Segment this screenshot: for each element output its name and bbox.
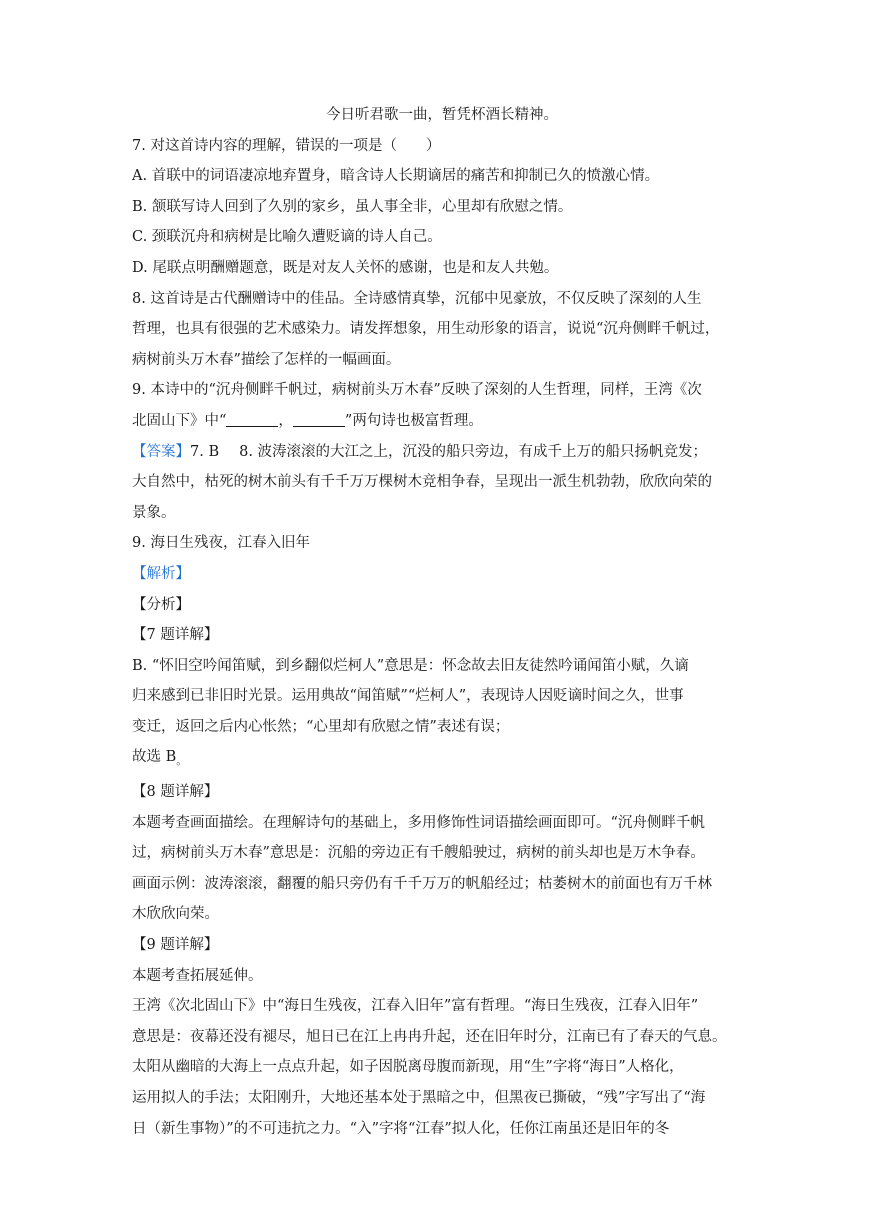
detail-9-line-1: 本题考查拓展延伸。 xyxy=(132,967,263,984)
answer-tag: 【答案】 xyxy=(132,443,190,460)
detail-8-line-2: 过，病树前头万木春”意思是：沉船的旁边正有千艘船驶过，病树的前头却也是万木争春。 xyxy=(132,845,705,862)
detail-9-line-2: 王湾《次北固山下》中“海日生残夜，江春入旧年”富有哲理。“海日生残夜，江春入旧年” xyxy=(132,998,699,1015)
detail-7-choice: 故选 B xyxy=(132,749,177,766)
detail-9-line-4: 太阳从幽暗的大海上一点点升起，如子因脱离母腹而新现，用“生”字将“海日”人格化， xyxy=(132,1059,684,1076)
answer-8-line-3: 景象。 xyxy=(132,504,176,521)
answer-8-line-1: 8. 波涛滚滚的大江之上，沉没的船只旁边，有成千上万的船只扬帆竞发； xyxy=(239,443,708,460)
q9-line-2-pre: 北固山下》中“ xyxy=(132,412,227,429)
q7-option-a: A. 首联中的词语凄凉地弃置身，暗含诗人长期谪居的痛苦和抑制已久的愤激心情。 xyxy=(132,168,660,185)
q9-line-2-post: ”两句诗也极富哲理。 xyxy=(344,412,483,429)
q8-line-2: 哲理，也具有很强的艺术感染力。请发挥想象，用生动形象的语言，说说“沉舟侧畔千帆过， xyxy=(132,321,720,338)
detail-7-period: 。 xyxy=(176,754,188,768)
q7-option-c: C. 颈联沉舟和病树是比喻久遭贬谪的诗人自己。 xyxy=(132,229,442,246)
analysis-tag: 【解析】 xyxy=(132,565,190,582)
q9-line-2 xyxy=(132,406,752,437)
detail-9-title: 【9 题详解】 xyxy=(132,937,219,954)
answer-8-line-2: 大自然中，枯死的树木前头有千千万万棵树木竞相争春，呈现出一派生机勃勃，欣欣向荣的 xyxy=(132,474,712,491)
q7-stem: 7. 对这首诗内容的理解，错误的一项是（ ） xyxy=(132,137,441,154)
detail-9-line-6: 日（新生事物）”的不可违抗之力。“入”字将“江春”拟人化，任你江南虽还是旧年的冬 xyxy=(132,1120,670,1137)
detail-8-line-4: 木欣欣向荣。 xyxy=(132,906,219,923)
detail-9-line-3: 意思是：夜幕还没有褪尽，旭日已在江上冉冉升起，还在旧年时分，江南已有了春天的气息。 xyxy=(132,1028,727,1045)
detail-7-line-2: 归来感到已非旧时光景。运用典故“闻笛赋”“烂柯人”，表现诗人因贬谪时间之久，世事 xyxy=(132,688,684,705)
detail-7-line-3: 变迁，返回之后内心怅然；“心里却有欣慰之情”表述有误； xyxy=(132,718,510,735)
fill-blank-1 xyxy=(226,412,278,427)
q8-line-1: 8. 这首诗是古代酬赠诗中的佳品。全诗感情真挚，沉郁中见豪放，不仅反映了深刻的人生 xyxy=(132,290,702,307)
document-page xyxy=(132,100,752,1144)
detail-9-line-5: 运用拟人的手法；太阳刚升，大地还基本处于黑暗之中，但黑夜已撕破，“残”字写出了“海 xyxy=(132,1090,706,1106)
q8-line-3: 病树前头万木春”描绘了怎样的一幅画面。 xyxy=(132,351,401,368)
detail-8-line-1: 本题考查画面描绘。在理解诗句的基础上，多用修饰性词语描绘画面即可。“沉舟侧畔千帆 xyxy=(132,814,705,831)
answer-9: 9. 海日生残夜，江春入旧年 xyxy=(132,535,310,552)
q9-line-2-mid: ， xyxy=(278,412,293,429)
analysis-fenxi: 【分析】 xyxy=(132,596,190,613)
detail-7-line-1: B. “怀旧空吟闻笛赋，到乡翻似烂柯人”意思是：怀念故去旧友徒然吟诵闻笛小赋，久谪 xyxy=(132,657,689,674)
detail-8-line-3: 画面示例：波涛滚滚，翻覆的船只旁仍有千千万万的帆船经过；枯萎树木的前面也有万千林 xyxy=(132,875,712,892)
q9-line-1: 9. 本诗中的“沉舟侧畔千帆过，病树前头万木春”反映了深刻的人生哲理，同样，王湾《次 xyxy=(132,382,702,399)
detail-7-title: 【7 题详解】 xyxy=(132,627,219,644)
poem-last-line: 今日听君歌一曲，暂凭杯酒长精神。 xyxy=(326,107,558,123)
answer-7: 7. B xyxy=(190,443,220,460)
fill-blank-2 xyxy=(293,412,345,427)
q7-option-d: D. 尾联点明酬赠题意，既是对友人关怀的感谢，也是和友人共勉。 xyxy=(132,259,559,276)
detail-7-line-4 xyxy=(132,742,752,777)
detail-8-title: 【8 题详解】 xyxy=(132,784,219,801)
answer-line-1 xyxy=(132,437,752,468)
q7-option-b: B. 颔联写诗人回到了久别的家乡，虽人事全非，心里却有欣慰之情。 xyxy=(132,198,573,215)
